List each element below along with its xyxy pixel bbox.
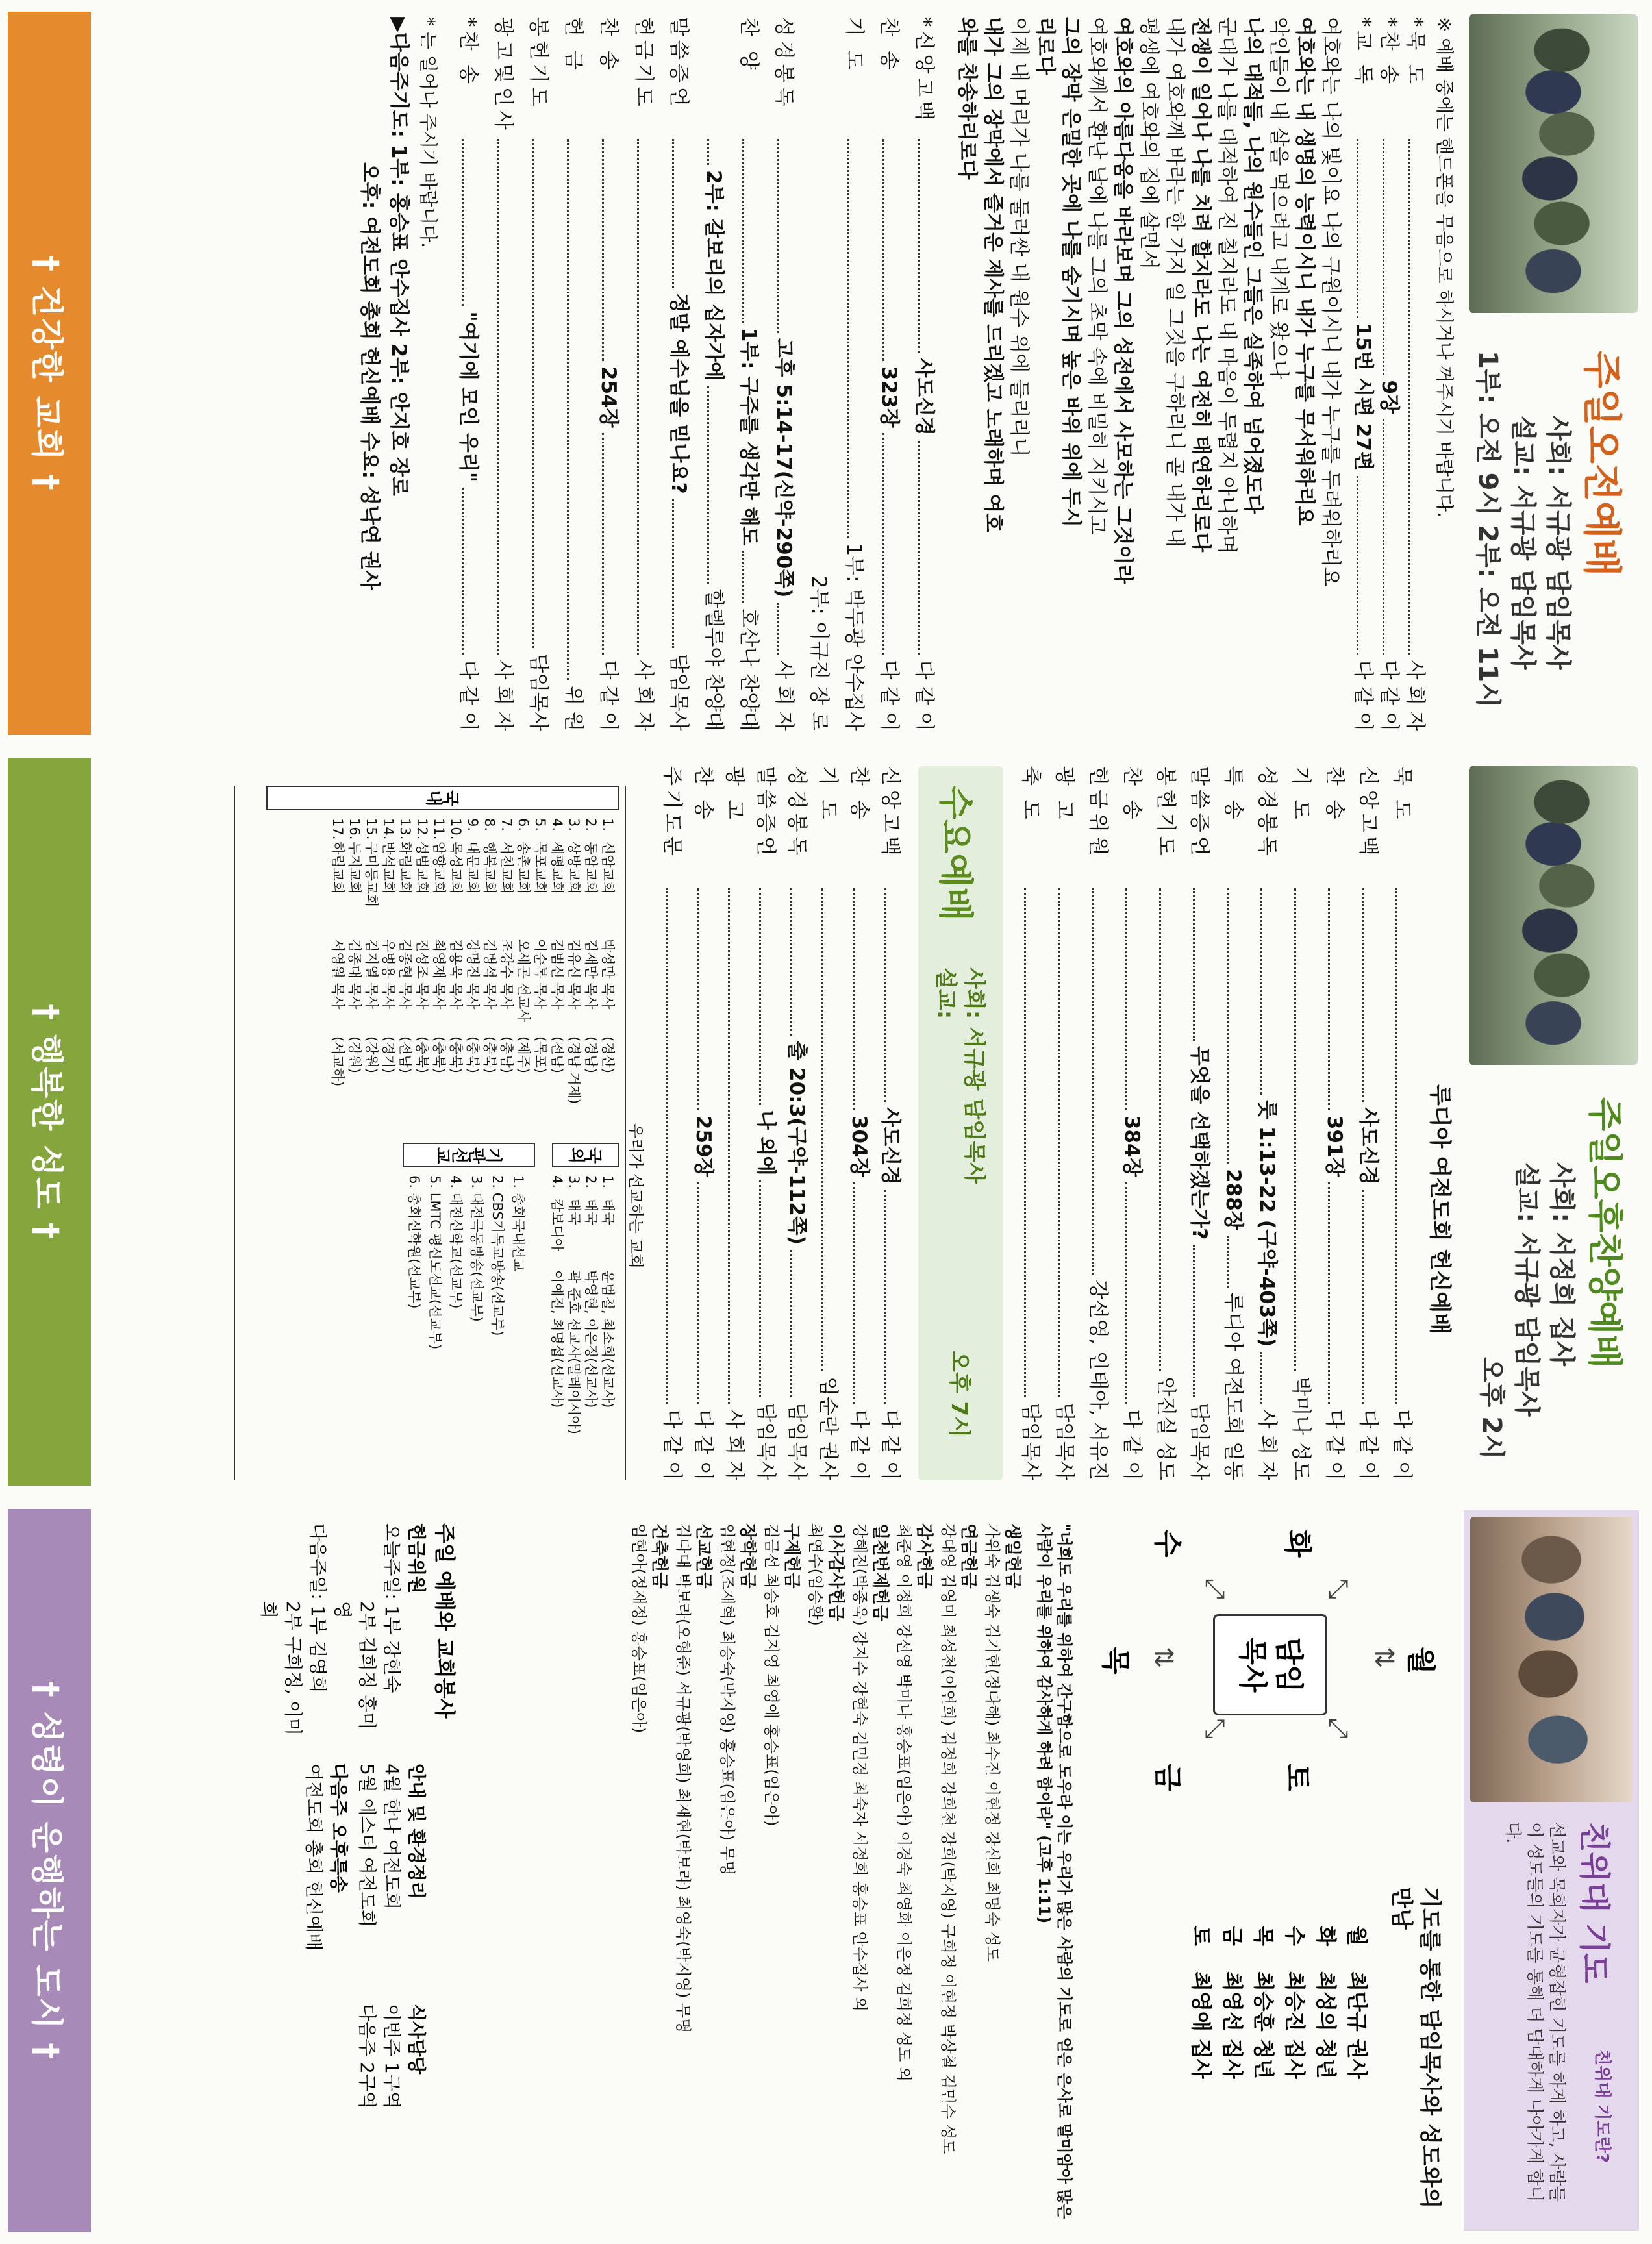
morning-times: 1부: 오전 9시 2부: 오전 11시 [1473,351,1503,708]
pastor-center-box [1213,1614,1327,1715]
afternoon-subtitle: 루디아 여전도회 헌신예배 [1427,1084,1453,1334]
service-notice [256,1523,457,2231]
order-leader: 다 같 이 [597,660,620,732]
order-row [656,766,687,1480]
prayer-person: 수 최승진 집사 [1283,1926,1307,2079]
order-item: 고후 5:14-17(신약-290쪽) [772,338,795,598]
order-item: 323장 [877,366,901,428]
prayer-person: 토 최영애 집사 [1189,1926,1214,2079]
prayer-question: 친위대 기도란? [1592,2049,1612,2163]
order-item: 사도신경 [1357,1107,1380,1186]
order-item: 무엇을 선택하겠는가? [1188,1045,1211,1240]
phone-notice: ※ 예배 중에는 핸드폰을 무음으로 하시거나 꺼주시기 바랍니다. [1434,17,1455,517]
order-label: 찬 송 [847,766,871,823]
wednesday-time: 오후 7시 [946,1351,972,1438]
order-item: 출 20:3(구약-112쪽) [785,1041,808,1245]
order-row [874,766,905,1480]
reading-line: 여호와는 나의 빛이요 나의 구원이시니 내가 누구를 두려워하리요 [1319,17,1342,587]
order-row [836,17,871,731]
arrow-icon: ⇅ [1148,1647,1178,1669]
order-leader: 사 회 자 [632,660,655,731]
missions-title: 우리가 선교하는 교회 [627,1123,645,1269]
order-label: 말씀증언 [667,17,690,110]
order-label: *묵 도 [1403,17,1427,88]
order-label: 광 고 [1053,766,1076,823]
order-item: 정말 예수님을 믿나요? [667,293,690,494]
footer-happy-saints: † 행복한 성도 † [8,758,91,1486]
order-row [1182,766,1216,1480]
order-leader: 다 같 이 [1377,660,1401,732]
center-label: 목사 [1236,1637,1269,1693]
order-row [695,17,731,731]
order-label: *찬 송 [1377,17,1401,88]
day-fri: 금 [1151,1764,1184,1791]
fellowship-photo [1470,1517,1633,1802]
order-item: "여기에 모인 우리" [457,311,480,482]
order-label: 찬 송 [877,17,901,74]
order-item: 384장 [1120,1115,1144,1177]
offerings-list [629,1523,1022,2231]
morning-preacher: 설교: 서규광 담임목사 [1508,416,1538,670]
wednesday-preacher: 설교: [932,967,958,1019]
order-label: 신앙고백 [879,766,902,860]
order-leader: 사 회 자 [723,1409,746,1480]
order-row [801,17,836,731]
mission-row: 15. 구미등교회 김지열 목사 (강원) [364,818,379,1073]
order-leader: 다 같 이 [847,1409,871,1481]
mission-row: 1. 태국 윤범철, 최소희(선교사) [600,1175,616,1408]
morning-order-1 [1350,17,1428,731]
order-label: 헌 금 [562,17,585,74]
order-leader: 임순란 권사 [816,1377,840,1480]
prayer-person: 금 최영선 집사 [1220,1926,1245,2079]
order-row [766,17,801,731]
offering-section: 구제헌금 김금선 최승호 김지영 최영애 홍승표(임은아) [762,1523,801,1826]
day-thu: 목 [1099,1647,1132,1675]
order-leader: 담임목사 [1053,1402,1076,1480]
mission-row: 11. 암향교회 최영재 목사 (충북) [431,818,447,1073]
order-leader: 다 같 이 [1120,1409,1144,1481]
offering-section: 장학헌금 임현정(조재혁) 최승숙(박지영) 홍승표(임은아) 무명 [718,1523,757,1876]
order-row [1216,766,1249,1480]
order-label: *찬 송 [457,17,480,88]
order-label: 헌금기도 [632,17,655,110]
order-leader: 강선영, 인태아, 서유진 [1086,1280,1110,1480]
prayer-intro: 선교와 목회자가 균형잡힌 기도를 하게 하고, 사람들이 성도들의 기도를 통해 더 담대하게 나아가게 합니다. [1503,1822,1566,2202]
org-missions-head: 기관선교 [403,1143,535,1167]
order-label: 헌금위원 [1086,766,1110,860]
offering-section: 건축헌금 임현아(정재정) 홍승표(임은아) [630,1523,669,1734]
mission-row: 16. 두지교회 김종대 목사 (강원) [347,818,362,1073]
arrow-icon: ⤡ [1323,1578,1353,1599]
prayer-diagram [1087,1523,1451,2231]
day-sat: 토 [1281,1764,1314,1791]
mission-row: 4. 세평교회 김범신 목사 (전남) [549,818,565,1073]
reading-line: 군대가 나를 대적하여 진 칠지라도 내 마음이 두렵지 아니하며 [1215,17,1238,555]
order-row [1283,766,1317,1480]
order-row [687,766,718,1480]
order-leader: 다 같 이 [1390,1409,1414,1480]
reading-line: 여호와께서 환난 날에 나를 그의 초막 속에 비밀히 지키시고 [1085,17,1108,535]
order-label: 묵 도 [1390,766,1414,823]
order-leader: 다 같 이 [1351,660,1375,732]
order-label: 광고및인사 [492,17,515,134]
mission-row: 12. 성범교회 진성조 목사 (충북) [414,818,430,1073]
diagram-title: 기도를 통한 담임목사와 성도와의 만남 [1388,1887,1443,2209]
order-row [1350,17,1376,731]
mission-row: 10. 목성교회 김용욱 목사 (충북) [448,818,464,1073]
order-item: 사도신경 [879,1107,902,1186]
order-row [718,766,749,1480]
morning-service-title: 주일오전예배 [1579,351,1624,577]
reading-line: 리로다 [1033,17,1057,75]
mission-row: 1. 신암교회 박성만 목사 (경산) [600,818,616,1073]
reading-line: 여호와는 내 생명의 능력이시니 내가 누구를 무서워하리요 [1293,17,1316,526]
order-leader: 사 회 자 [772,660,795,731]
reading-line: 여호와의 아름다움을 바라보며 그의 성전에서 사모하는 그것이라 [1111,17,1134,584]
order-label: 찬 송 [692,766,715,823]
order-leader: 사 회 자 [1255,1409,1279,1480]
mission-row: 14. 반석교회 우병용 목사 (경기) [381,818,396,1073]
afternoon-preacher: 설교: 서규광 담임목사 [1512,1162,1542,1417]
offering-section: 선교헌금 김다대 박보라(오형준) 서규광(박영희) 최재현(박보라) 최영숙(박지영) 무명 [674,1523,713,2034]
order-item: 2부: 갈보리의 십자가에 [702,170,725,382]
order-row [450,17,485,731]
order-leader: 사 회 자 [492,660,515,731]
center-label: 담임 [1272,1637,1305,1693]
wednesday-presider: 사회: 서규광 담임목사 [961,967,987,1184]
panel-morning-service [0,0,1652,747]
order-row [1376,17,1402,731]
panel-prayer-news [0,1497,1652,2244]
mission-row: 8. 행복교회 김병석 목사 (충북) [482,818,497,1073]
foreign-missions [549,1175,616,1480]
order-leader: 1부: 박두광 안수집사 [842,543,866,731]
order-item: 391장 [1323,1115,1346,1177]
order-item: 나 외에 [754,1110,777,1176]
order-leader: 2부: 이규진 장 로 [807,575,831,731]
order-label: 성경봉독 [785,766,808,860]
offering-section: 생일헌금 가위숙 김생숙 김기현(정다해) 최수진 이현정 강선희 최명숙 성도 [983,1523,1022,1962]
mission-row: 7. 서천교회 조강수 목사 (충남) [499,818,514,1073]
order-leader: 담임목사 [1019,1402,1042,1480]
order-leader: 위 원 [562,686,585,731]
order-row [1351,766,1384,1480]
order-row [1081,766,1114,1480]
reading-line: 악인들이 내 살을 먹으려고 내게로 왔으나 [1267,17,1290,380]
arrow-icon: ⤢ [1200,1578,1230,1599]
order-label: 말씀증언 [754,766,777,860]
order-leader: 담임목사 [667,653,690,732]
reading-line: 내가 그의 장막에서 즐거운 제사를 드리겠고 노래하며 여호 [981,17,1005,533]
prayer-person: 월 최단규 권사 [1345,1926,1370,2079]
afternoon-order [1013,766,1418,1480]
order-label: 성경봉독 [772,17,795,110]
order-row [1148,766,1182,1480]
order-label: 기 도 [1289,766,1312,823]
order-leader: 담임목사 [527,653,550,731]
order-item: 288장 [1221,1169,1245,1230]
order-label: *교 독 [1351,17,1375,88]
mission-row: 6. 총회신학원(선교부) [407,1175,422,1309]
order-row [906,17,941,731]
reading-line: 그의 장막 은밀한 곳에 나를 숨기시며 높은 바위 위에 두시 [1059,17,1083,527]
reading-line: 평생에 여호와의 집에 살면서 [1137,17,1160,269]
order-leader: 다 같 이 [877,660,901,732]
order-row [781,766,812,1480]
next-week-prayer-2: 오후: 여전도회 총회 헌신예배 수요: 성낙연 권사 [358,162,381,590]
order-leader: 다 같 이 [879,1409,902,1480]
reading-line: 나의 대적들, 나의 원수들인 그들은 실족하여 넘어졌도다 [1241,17,1264,514]
reading-line: 와를 찬송하리로다 [955,17,979,180]
prayer-people [1186,1926,1373,2079]
panel-afternoon-service [0,747,1652,1497]
arrow-icon: ⤡ [1200,1718,1230,1739]
order-item: 룻 1:13-22 (구약-403쪽) [1255,1100,1279,1347]
afternoon-presider: 사회: 서정희 집사 [1547,1162,1577,1367]
order-row [520,17,555,731]
choir-photo [1469,14,1638,313]
mission-row: 9. 대문교회 강명진 목사 (충북) [465,818,481,1073]
morning-presider: 사회: 서규광 담임목사 [1543,416,1573,670]
order-row [731,17,766,731]
prayer-person: 화 최성의 청년 [1314,1926,1338,2079]
day-mon: 월 [1404,1647,1437,1675]
mission-row: 17. 하림교회 서영원 목사 (서교하) [330,818,345,1087]
order-row [1047,766,1081,1480]
offering-section: 일천번제헌금 강혜진(박종욱) 강지수 강현숙 김민경 최숙자 서정희 홍승표 안수집사 외 [851,1523,890,2012]
order-leader: 담임목사 [1188,1402,1211,1480]
reading-line: 전쟁이 일어나 나를 치려 할지라도 나는 여전히 태연하리로다 [1189,17,1212,553]
order-label: 찬 송 [1120,766,1144,823]
mission-row: 5. 목포교회 이순복 목사 (목포) [532,818,548,1073]
order-row [660,17,695,731]
mission-row: 5. LMTC 평신도선교(선교부) [427,1175,443,1350]
offering-section: 연금헌금 강대영 김영미 최성천(이연희) 김정희 강희천 강희(박지영) 구희정 이현정 박상철 김민수 성도 [939,1523,978,2154]
day-tue: 화 [1281,1530,1314,1558]
order-label: 기 도 [842,17,866,74]
order-row [812,766,843,1480]
order-leader: 다 같 이 [1357,1409,1380,1480]
morning-order-2 [450,17,941,731]
order-row [485,17,520,731]
mission-row: 2. 동암교회 김재만 목사 (경남) [583,818,599,1073]
mission-row: 1. 총회국내선교 [510,1175,526,1272]
prayer-title: 친위대 기도 [1576,1822,1612,1984]
order-leader: 다 같 이 [912,660,936,731]
order-label: 축 도 [1019,766,1042,823]
congregation-photo [1469,766,1638,1065]
order-label: 찬 송 [1323,766,1346,823]
order-item: 15번 시편 27편 [1351,323,1375,471]
responsive-reading [954,17,1344,731]
order-item: 1부: 구주를 생각만 해도 [737,327,760,546]
meal-duty: 식사담당 이번주 1구역 다음주 2구역 [357,2004,427,2109]
order-item: 254장 [597,366,620,428]
order-label: 성경봉독 [1255,766,1279,860]
footer-spirit-city: † 성령이 운행하는 도시 † [8,1509,91,2232]
mission-row: 6. 송촌교회 오세곤 선교사 (제주) [516,818,531,1073]
order-label: 말씀증언 [1188,766,1211,860]
mission-row: 4. 대전신학교(선교부) [448,1175,464,1309]
reading-line: 이제 내 머리가 나를 둘러싼 내 원수 위에 들리리니 [1007,17,1031,457]
footer-healthy-church: † 건강한 교회 † [8,12,91,735]
wednesday-order [656,766,905,1480]
order-leader: 사 회 자 [1403,660,1427,731]
order-label: 기 도 [816,766,840,823]
wednesday-title: 수요예배 [935,786,976,921]
order-label: 광 고 [723,766,746,823]
order-leader: 다 같 이 [457,660,480,731]
order-row [1249,766,1283,1480]
order-row [1013,766,1047,1480]
order-label: 특 송 [1221,766,1245,823]
mission-row: 3. 태국 곽 준호 선교사(말레이시아) [566,1175,582,1434]
arrow-icon: ⇅ [1369,1647,1399,1669]
offering-section: 이사감사헌금 최연수(임승환) [807,1523,845,1626]
order-row [1317,766,1351,1480]
order-row [749,766,781,1480]
order-item: 259장 [692,1115,715,1177]
order-label: 주기도문 [660,766,684,860]
order-label: 찬 양 [737,17,760,74]
order-leader: 호산나 찬양대 [737,608,760,731]
reading-line: 내가 여호와께 바라는 한 가지 일 그것을 구하리니 곧 내가 내 [1163,17,1186,548]
order-row [625,17,660,731]
order-item: 사도신경 [912,358,936,436]
afternoon-time: 오후 2시 [1477,1357,1507,1460]
order-row [871,17,906,731]
order-row [555,17,590,731]
order-row [590,17,625,731]
order-row [1114,766,1148,1480]
order-leader: 안진실 성도 [1154,1377,1177,1480]
order-label: 신앙고백 [1357,766,1380,860]
mission-row: 4. 캄보디아 이예진, 최명섭(선교사) [549,1175,565,1408]
offering-section: 감사헌금 최준영 이정희 강선영 박미나 홍승표(임은아) 이경숙 최영화 이은정 김희정 성도 외 [895,1523,934,2082]
order-leader: 다 같 이 [1323,1409,1346,1481]
order-label: 봉헌기도 [527,17,550,110]
mission-row: 3. 대전극동방송(선교부) [469,1175,484,1322]
order-row [1402,17,1428,731]
order-label: 찬 송 [597,17,620,74]
order-leader: 담임목사 [785,1402,808,1480]
arrow-icon: ⤢ [1323,1718,1353,1739]
order-row [843,766,874,1480]
org-missions [404,1175,529,1480]
prayer-verse: "너희도 우리를 위하여 간구함으로 도우라 이는 우리가 많은 사람의 기도로 얻은 은사로 말미암아 많은 사람이 우리를 위하여 감사하게 하려 함이라" (고후 1:11) [1035,1523,1073,2219]
order-label: *신앙고백 [912,17,936,125]
order-leader: 담임목사 [754,1402,777,1480]
order-leader: 박미나 성도 [1289,1377,1312,1480]
usher-cleaning: 안내 및 환경정리 4월 한나 여전도회 5월 에스더 여전도회 다음주 오후특송 여전도회 총회 헌신예배 [303,1764,427,1951]
mission-row: 2. 태국 박영현, 이은정(선교사) [583,1175,599,1408]
next-week-prayer: ▶다음주기도: 1부: 홍승표 안수집사 2부: 안지호 장로 [387,17,410,496]
standing-note: * 는 일어나 주시기 바랍니다. [418,17,439,249]
mission-row: 2. CBS기독교방송(선교부) [490,1175,505,1336]
order-leader: 할렐루야 찬양대 [702,588,725,731]
prayer-person: 목 최승훈 청년 [1251,1926,1276,2079]
order-label: 봉헌기도 [1154,766,1177,860]
domestic-head: 국내 [266,786,620,810]
order-item: 304장 [847,1115,871,1177]
mission-row: 13. 화림교회 김종현 목사 (전남) [397,818,413,1073]
foreign-head: 국외 [552,1143,620,1167]
order-row [1384,766,1418,1480]
order-leader: 다 같 이 [692,1409,715,1481]
mission-row: 3. 상방교회 김유신 목사 (경남 거제) [566,818,582,1104]
notice-title: 주일 예배와 교회봉사 [432,1523,457,1719]
day-wed: 수 [1151,1530,1184,1558]
order-leader: 루디아 여전도회 일동 [1221,1292,1245,1480]
afternoon-service-title: 주일오후찬양예배 [1584,1097,1625,1369]
order-leader: 다 같 이 [660,1409,684,1480]
offering-committee: 헌금위원 오늘주일: 1부 강현숙 2부 김희정 홍미영 다음주일: 1부 김영희 2부 구희정, 이미희 [258,1523,427,1736]
order-item: 9장 [1377,380,1401,414]
domestic-missions [329,818,616,1130]
